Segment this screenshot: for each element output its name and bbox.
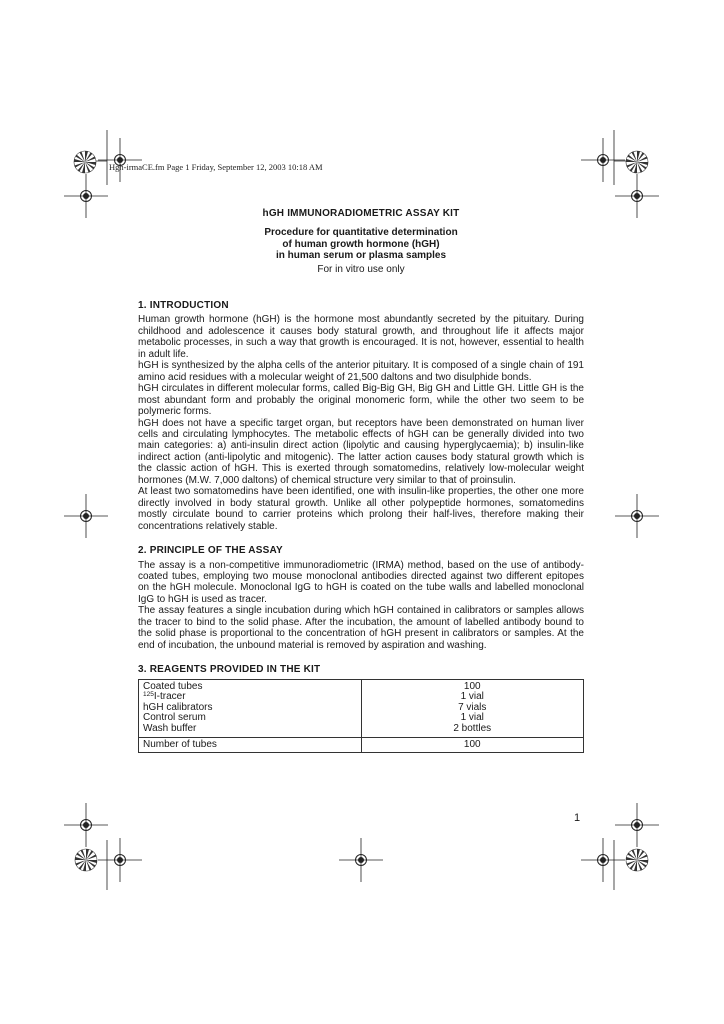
subtitle-line: in human serum or plasma samples — [275, 250, 447, 262]
registration-mark-icon — [615, 494, 659, 538]
reagent-name: Wash buffer — [143, 722, 197, 734]
table-row — [139, 679, 584, 737]
table-row — [139, 737, 584, 753]
isotope-superscript: 125 — [143, 691, 154, 699]
document-body — [138, 300, 584, 766]
paragraph: At least two somatomedins have been identified, one with insulin-like properties, the other one more directly involved in body statural growth. Unlike all other polypeptide hormones, somatomedins mostly circulate bound to carrier proteins which prolong their half-lives, therefore making their concentrations relatively stable. — [138, 486, 584, 532]
page-number: 1 — [574, 812, 581, 824]
section-heading: 2. PRINCIPLE OF THE ASSAY — [138, 545, 283, 557]
registration-mark-icon — [64, 174, 108, 218]
reagent-name: Control serum — [143, 712, 206, 724]
star-target-icon — [74, 151, 96, 173]
reagent-quantity: 1 vial — [460, 712, 484, 724]
reagent-name: $^{125}$I-tracer — [143, 691, 186, 703]
registration-mark-icon — [98, 138, 142, 182]
section-reagents — [138, 664, 584, 753]
reagent-name: hGH calibrators — [143, 701, 213, 713]
registration-mark-icon — [339, 838, 383, 882]
reagent-names-cell — [139, 679, 362, 737]
file-info-header: Hgh-irmaCE.fm Page 1 Friday, September 12, 2003 10:18 AM — [109, 162, 323, 172]
reagent-quantity: 100 — [463, 680, 481, 692]
reagent-quantities-cell — [361, 679, 584, 737]
use-notice: For in vitro use only — [317, 263, 405, 275]
paragraph: hGH circulates in different molecular forms, called Big-Big GH, Big GH and Little GH. Little GH is the most abundant form and probably the original monomeric form, while the other two seem to be polymeric forms. — [138, 383, 584, 418]
paragraph: Human growth hormone (hGH) is the hormone most abundantly secreted by the pituitary. During childhood and adolescence it causes body statural growth, and throughout life it affects major metabolic processes, in such a way that growth is encouraged. It is not, however, essential to health in adult life. — [138, 314, 584, 360]
star-target-icon — [626, 151, 648, 173]
document-subtitle — [138, 227, 584, 262]
reagents-table — [138, 679, 584, 754]
title-block — [138, 208, 584, 276]
reagent-name: Coated tubes — [143, 680, 203, 692]
paragraph: hGH does not have a specific target organ, but receptors have been demonstrated on human liver cells and circulating lymphocytes. The metabolic effects of hGH can be generally divided into two main categories: a) anti-insulin direct action (lipolytic and causing hyperglycaemia); b) insulin-like indirect action (anti-lipolytic and mitogenic). The latter action causes body statural growth which is the classic action of hGH. This is exerted through somatomedins, relatively low-molecular weight hormones (M.W. 7,000 daltons) of chemical structure very similar to that of proinsulin. — [138, 417, 584, 486]
paragraph: hGH is synthesized by the alpha cells of the anterior pituitary. It is composed of a single chain of 191 amino acid residues with a molecular weight of 21,500 daltons and two disulphide bonds. — [138, 360, 584, 383]
paragraph: The assay features a single incubation during which hGH contained in calibrators or samples allows the tracer to bind to the solid phase. After the incubation, the amount of labelled antibody bound to the solid phase is proportional to the concentration of hGH present in calibrators or samples. At the end of incubation, the unbound material is removed by aspiration and washing. — [138, 605, 584, 651]
star-target-icon — [626, 849, 648, 871]
total-label: Number of tubes — [139, 737, 362, 753]
registration-mark-icon — [615, 174, 659, 218]
total-value: 100 — [361, 737, 584, 753]
subtitle-line: Procedure for quantitative determination — [264, 227, 458, 238]
star-target-icon — [75, 849, 97, 871]
reagent-quantity: 7 vials — [458, 701, 487, 713]
registration-mark-icon — [581, 138, 625, 182]
section-heading: 1. INTRODUCTION — [138, 300, 229, 311]
section-introduction — [138, 300, 584, 532]
registration-mark-icon — [581, 838, 625, 882]
reagent-quantity: 2 bottles — [453, 722, 492, 734]
registration-mark-icon — [615, 803, 659, 847]
section-principle — [138, 545, 584, 651]
registration-mark-icon — [98, 838, 142, 882]
document-title: hGH IMMUNORADIOMETRIC ASSAY KIT — [262, 208, 460, 219]
paragraph: The assay is a non-competitive immunoradiometric (IRMA) method, based on the use of antibody-coated tubes, employing two mouse monoclonal antibodies directed against two different epitopes on the hGH molecule. Monoclonal IgG to hGH is coated on the tube walls and labelled monoclonal IgG to hGH is used as tracer. — [138, 559, 584, 605]
reagent-quantity: 1 vial — [460, 691, 484, 703]
section-heading: 3. REAGENTS PROVIDED IN THE KIT — [138, 664, 321, 676]
registration-mark-icon — [64, 494, 108, 538]
registration-mark-icon — [64, 803, 108, 847]
subtitle-line: of human growth hormone (hGH) — [282, 238, 440, 250]
